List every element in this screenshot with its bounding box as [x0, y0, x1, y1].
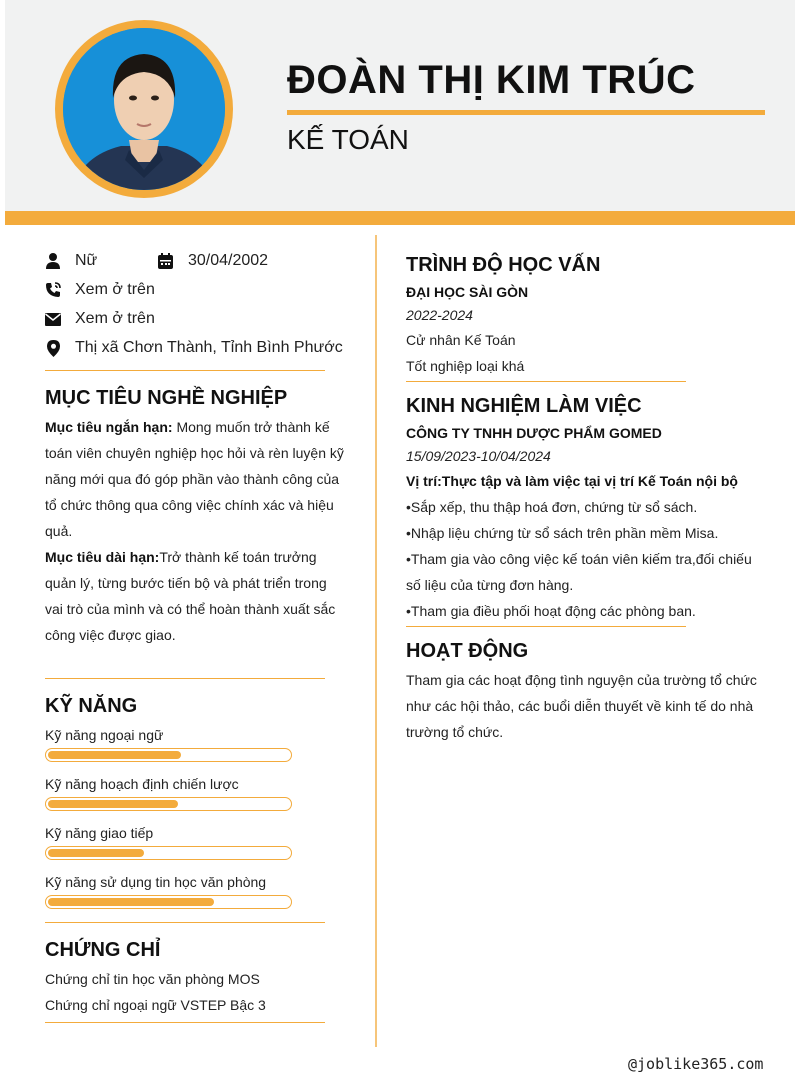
avatar: [63, 28, 225, 190]
experience-duty: •Tham gia vào công việc kế toán viên kiếm tra,đối chiếu số liệu của từng đơn hàng.: [406, 551, 752, 593]
header-accent-bar: [5, 211, 795, 225]
phone-icon: [45, 281, 61, 299]
envelope-icon: [45, 310, 61, 328]
calendar-icon: [158, 252, 174, 270]
watermark: @joblike365.com: [628, 1055, 764, 1073]
certificates-title: CHỨNG CHỈ: [45, 939, 161, 961]
address-row: [45, 337, 343, 359]
education-period: 2022-2024: [406, 307, 473, 323]
skill-label: Kỹ năng ngoại ngữ: [45, 727, 164, 743]
divider-certificates: [45, 1022, 325, 1023]
skill-label: Kỹ năng sử dụng tin học văn phòng: [45, 874, 267, 890]
candidate-role: KẾ TOÁN: [287, 124, 409, 155]
skill-bar: [45, 748, 292, 762]
skill-bar: [45, 846, 292, 860]
objective-title: MỤC TIÊU NGHỀ NGHIỆP: [45, 387, 288, 409]
gender-value: Nữ: [75, 252, 98, 269]
objective-long-text: Trở thành kế toán trưởng quản lý, từng bước tiến bộ và phát triển trong vai trò của mình và có thể hoàn thành xuất sắc công việc được giao.: [45, 549, 336, 643]
skill-bar: [45, 797, 292, 811]
experience-duty: •Sắp xếp, thu thập hoá đơn, chứng từ sổ sách.: [406, 499, 698, 515]
name-underline: [287, 110, 765, 115]
education-degree: Cử nhân Kế Toán: [406, 332, 516, 348]
skill-bar-fill: [48, 751, 181, 759]
education-grade: Tốt nghiệp loại khá: [406, 358, 525, 374]
divider-skills: [45, 922, 325, 923]
skill-bar-fill: [48, 849, 144, 857]
candidate-name: ĐOÀN THỊ KIM TRÚC: [287, 58, 696, 102]
phone-value: Xem ở trên: [75, 281, 155, 298]
education-title: TRÌNH ĐỘ HỌC VẤN: [406, 254, 601, 276]
objective-short-label: Mục tiêu ngắn hạn:: [45, 419, 173, 435]
objective-short: [45, 414, 345, 544]
activities-title: HOẠT ĐỘNG: [406, 640, 529, 662]
gender-row: [45, 250, 97, 272]
objective-short-text: Mong muốn trở thành kế toán viên chuyên nghiệp học hỏi và rèn luyện kỹ năng mới qua đó góp phần vào thành công của tổ chức thông qua công việc chính xác và hiệu quả.: [45, 419, 344, 539]
divider-education: [406, 381, 686, 382]
experience-period: 15/09/2023-10/04/2024: [406, 448, 551, 464]
divider-experience: [406, 626, 686, 627]
avatar-ring: [55, 20, 233, 198]
objective-long-label: Mục tiêu dài hạn:: [45, 549, 160, 565]
email-row: [45, 308, 155, 330]
dob-value: 30/04/2002: [188, 252, 269, 269]
column-divider: [375, 235, 377, 1047]
person-icon: [45, 252, 61, 270]
email-value: Xem ở trên: [75, 310, 155, 327]
activities-text: Tham gia các hoạt động tình nguyện của trường tổ chức như các hội thảo, các buổi diễn thuyết về kinh tế do nhà trường tổ chức.: [406, 672, 757, 740]
phone-row: [45, 279, 155, 301]
skill-bar-fill: [48, 800, 178, 808]
experience-duty: •Tham gia điều phối hoạt động các phòng ban.: [406, 603, 696, 619]
experience-position: Vị trí:Thực tập và làm việc tại vị trí Kế Toán nội bộ: [406, 473, 738, 489]
education-school: ĐẠI HỌC SÀI GÒN: [406, 284, 529, 300]
experience-duty: •Nhập liệu chứng từ sổ sách trên phần mềm Misa.: [406, 525, 719, 541]
divider-objective: [45, 678, 325, 679]
experience-company: CÔNG TY TNHH DƯỢC PHẨM GOMED: [406, 425, 662, 441]
address-value: Thị xã Chơn Thành, Tỉnh Bình Phước: [75, 339, 343, 356]
avatar-portrait: [63, 28, 225, 190]
skill-bar-fill: [48, 898, 214, 906]
objective-long: [45, 544, 345, 648]
divider-info: [45, 370, 325, 371]
certificate-item: Chứng chỉ tin học văn phòng MOS: [45, 971, 260, 987]
skill-label: Kỹ năng hoạch định chiến lược: [45, 776, 239, 792]
experience-title: KINH NGHIỆM LÀM VIỆC: [406, 395, 642, 417]
skills-title: KỸ NĂNG: [45, 695, 138, 717]
dob-row: [158, 250, 268, 272]
location-pin-icon: [45, 339, 61, 357]
certificate-item: Chứng chỉ ngoại ngữ VSTEP Bậc 3: [45, 997, 266, 1013]
skill-label: Kỹ năng giao tiếp: [45, 825, 154, 841]
skill-bar: [45, 895, 292, 909]
